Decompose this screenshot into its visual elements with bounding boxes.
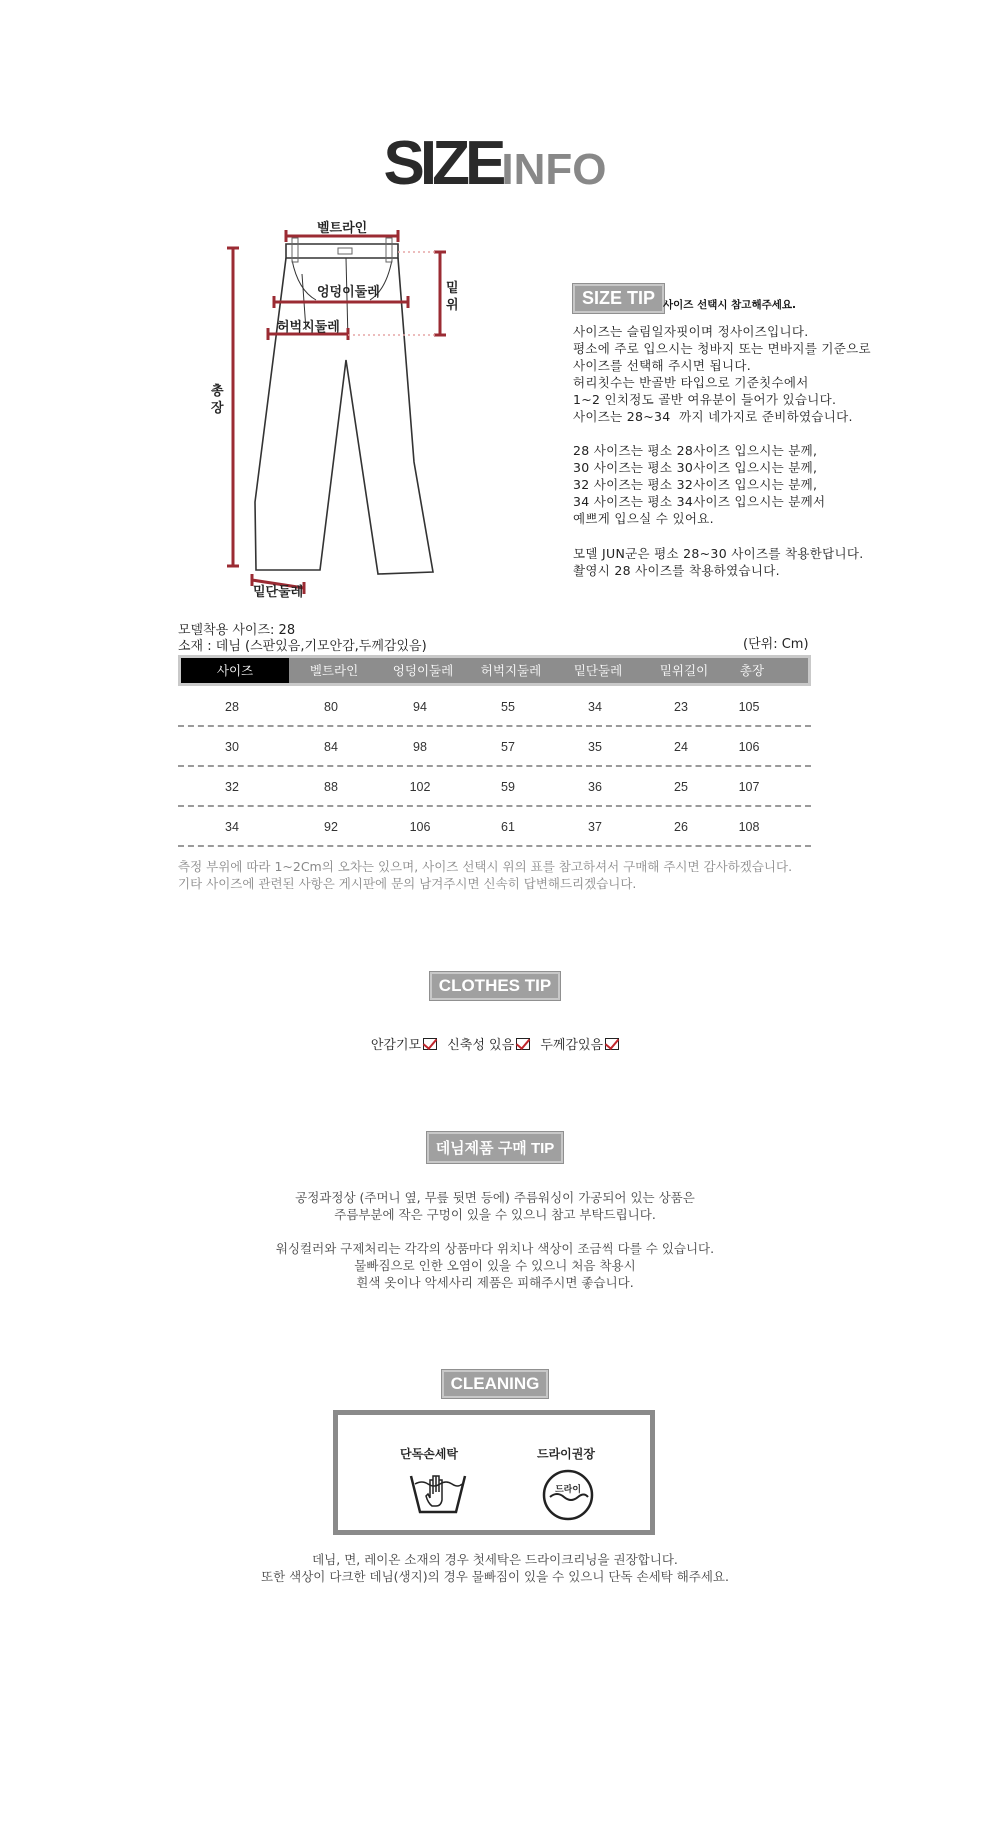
size-tip-caption: 사이즈 선택시 참고해주세요. — [663, 299, 797, 311]
cleaning-badge: CLEANING — [442, 1370, 549, 1398]
table-row — [178, 807, 811, 847]
header-cell: 밑위길이 — [659, 663, 709, 678]
title-info: INFO — [501, 145, 607, 194]
table-row — [178, 767, 811, 807]
clothes-tip-item: 신축성 있음 — [447, 1038, 515, 1053]
clothes-tip-badge: CLOTHES TIP — [430, 972, 560, 1000]
cell: 102 — [409, 780, 431, 794]
material: 소재 : 데님 (스판있음,기모안감,두께감있음) — [178, 639, 427, 654]
cell: 106 — [738, 740, 760, 754]
cell: 105 — [738, 700, 760, 714]
size-tip-paragraph-2: 28 사이즈는 평소 28사이즈 입으시는 분께, 30 사이즈는 평소 30사이즈 입으시는 분께, 32 사이즈는 평소 32사이즈 입으시는 분께, 34 사이즈는 평소 34사이즈 입으시는 분께서 예쁘게 입으실 수 있어요. — [573, 443, 826, 526]
size-tip-badge: SIZE TIP — [573, 284, 664, 313]
hand-wash-label: 단독손세탁 — [400, 1447, 458, 1461]
cell: 26 — [674, 820, 688, 834]
header-cell: 허벅지둘레 — [480, 663, 542, 678]
hip-label: 엉덩이둘레 — [317, 285, 380, 300]
checkbox-icon — [423, 1038, 437, 1050]
page-title — [0, 128, 990, 199]
title-size: SIZE — [383, 129, 502, 198]
pants-diagram — [200, 210, 460, 610]
cell: 37 — [588, 820, 602, 834]
model-size: 모델착용 사이즈: 28 — [178, 623, 296, 638]
size-table-header — [178, 655, 811, 686]
cell: 36 — [588, 780, 602, 794]
waistband-shape — [286, 244, 398, 258]
note-line-1: 측정 부위에 따라 1~2Cm의 오차는 있으며, 사이즈 선택시 위의 표를 참고하셔서 구매해 주시면 감사하겠습니다. — [178, 859, 793, 874]
cell: 107 — [738, 780, 760, 794]
cell: 106 — [409, 820, 431, 834]
cell: 35 — [588, 740, 602, 754]
cell: 34 — [225, 820, 239, 834]
size-tip-paragraph-3: 모델 JUN군은 평소 28~30 사이즈를 착용한답니다. 촬영시 28 사이즈를 착용하였습니다. — [573, 546, 864, 578]
header-cell: 벨트라인 — [309, 663, 359, 678]
cell: 59 — [501, 780, 515, 794]
cell: 55 — [501, 700, 515, 714]
cell: 28 — [225, 700, 239, 714]
cell: 34 — [588, 700, 602, 714]
header-cell: 총장 — [739, 663, 765, 678]
cell: 25 — [674, 780, 688, 794]
cell: 30 — [225, 740, 239, 754]
dry-label: 드라이권장 — [537, 1447, 595, 1461]
denim-tip-badge: 데님제품 구매 TIP — [427, 1132, 564, 1163]
cell: 108 — [738, 820, 760, 834]
header-cell: 밑단둘레 — [573, 663, 623, 678]
pants-outline — [255, 258, 433, 574]
table-row — [178, 727, 811, 767]
clothes-tip-list — [0, 1034, 990, 1053]
denim-tip-paragraph-1: 공정과정상 (주머니 옆, 무릎 뒷면 등에) 주름워싱이 가공되어 있는 상품은 주름부분에 작은 구멍이 있을 수 있으니 참고 부탁드립니다. — [295, 1190, 695, 1222]
cell: 84 — [324, 740, 338, 754]
thigh-label: 허벅지둘레 — [277, 320, 340, 335]
checkbox-icon — [516, 1038, 530, 1050]
cell: 92 — [324, 820, 338, 834]
table-row — [178, 687, 811, 727]
header-cell: 사이즈 — [181, 658, 289, 683]
cell: 57 — [501, 740, 515, 754]
clothes-tip-item: 안감기모 — [370, 1038, 422, 1053]
rise-label: 밑위 — [446, 281, 459, 313]
cell: 98 — [413, 740, 427, 754]
cell: 32 — [225, 780, 239, 794]
hem-label: 밑단둘레 — [253, 585, 304, 600]
cleaning-paragraph: 데님, 면, 레이온 소재의 경우 첫세탁은 드라이크리닝을 권장합니다. 또한 색상이 다크한 데님(생지)의 경우 물빠짐이 있을 수 있으니 단독 손세탁 해주세요. — [261, 1552, 729, 1584]
cleaning-box — [333, 1410, 655, 1535]
dry-icon-text: 드라이 — [554, 1485, 582, 1495]
clothes-tip-item: 두께감있음 — [540, 1038, 604, 1053]
size-tip-paragraph-1: 사이즈는 슬림일자핏이며 정사이즈입니다. 평소에 주로 입으시는 청바지 또는 면바지를 기준으로 사이즈를 선택해 주시면 됩니다. 허리칫수는 반골반 타입으로 기준칫수에서 1~2 인치정도 골반 여유분이 들어가 있습니다. 사이즈는 28~34 까지 네가지로 준비하였습니다. — [573, 324, 871, 424]
cell: 94 — [413, 700, 427, 714]
checkbox-icon — [605, 1038, 619, 1050]
header-cell: 엉덩이둘레 — [392, 663, 454, 678]
cell: 61 — [501, 820, 515, 834]
unit-label: (단위: Cm) — [743, 637, 809, 652]
denim-tip-paragraph-2: 워싱컬러와 구제처리는 각각의 상품마다 위치나 색상이 조금씩 다를 수 있습니다. 물빠짐으로 인한 오염이 있을 수 있으니 처음 착용시 흰색 옷이나 악세사리 제품은 피해주시면 좋습니다. — [275, 1241, 715, 1290]
cell: 88 — [324, 780, 338, 794]
cell: 24 — [674, 740, 688, 754]
hand-wash-icon — [408, 1470, 468, 1520]
belt-label: 벨트라인 — [317, 221, 368, 236]
length-label: 총장 — [211, 384, 224, 416]
cell: 80 — [324, 700, 338, 714]
note-line-2: 기타 사이즈에 관련된 사항은 게시판에 문의 남겨주시면 신속히 답변해드리겠습니다. — [178, 876, 637, 891]
cell: 23 — [674, 700, 688, 714]
dry-clean-icon — [540, 1467, 596, 1523]
